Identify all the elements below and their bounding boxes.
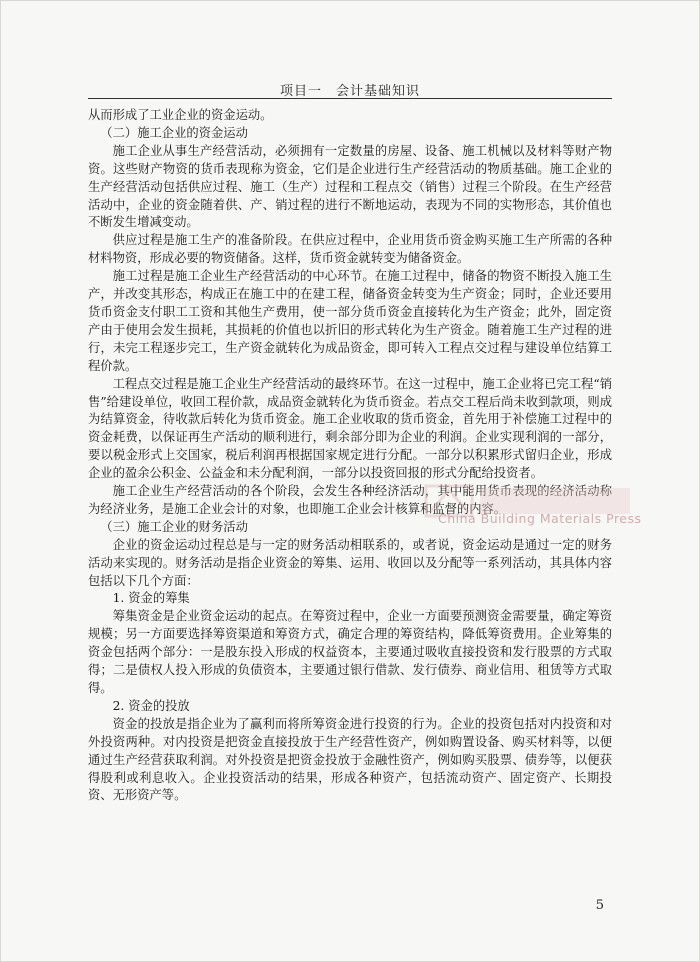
- section-heading: （三）施工企业的财务活动: [100, 519, 248, 534]
- subsection-heading: 2. 资金的投放: [112, 698, 190, 713]
- paragraph: 企业的资金运动过程总是与一定的财务活动相联系的，或者说，资金运动是通过一定的财务活动来实现的。财务活动是指企业资金的筹集、运用、收回以及分配等一系列活动，其具体内容包括以下几个方面：: [88, 537, 612, 588]
- body-text: [88, 107, 612, 805]
- header-rule: [88, 98, 612, 99]
- paragraph: 从而形成了工业企业的资金运动。: [88, 108, 273, 122]
- paragraph: 筹集资金是企业资金运动的起点。在筹资过程中，企业一方面要预测资金需要量，确定筹资规模；另一方面要选择筹资渠道和筹资方式，确定合理的筹资结构，降低筹资费用。企业筹集的资金包括两个部分：一是股东投入形成的权益资本，主要通过吸收直接投资和发行股票的方式取得；二是债权人投入形成的负债资本，主要通过银行借款、发行债券、商业信用、租赁等方式取得。: [88, 609, 612, 695]
- paragraph: 施工企业生产经营活动的各个阶段，会发生各种经济活动，其中能用货币表现的经济活动称为经济业务，是施工企业会计的对象，也即施工企业会计核算和监督的内容。: [88, 484, 612, 516]
- section-heading: （二）施工企业的资金运动: [100, 125, 248, 140]
- page-number: 5: [595, 898, 604, 913]
- subsection-heading: 1. 资金的筹集: [112, 591, 190, 606]
- paragraph: 施工过程是施工企业生产经营活动的中心环节。在施工过程中，储备的物资不断投入施工生产，并改变其形态，构成正在施工中的在建工程，储备资金转变为生产资金；同时，企业还要用货币资金支付职工工资和其他生产费用，使一部分货币资金直接转化为生产资金；此外，固定资产由于使用会发生损耗，其损耗的价值也以折旧的形式转化为生产资金。随着施工生产过程的进行，未完工程逐步完工，生产资金就转化为成品资金，即可转入工程点交过程与建设单位结算工程价款。: [88, 269, 612, 373]
- watermark-text: China Building Materials Press: [438, 511, 642, 526]
- paragraph: 资金的投放是指企业为了赢利而将所筹资金进行投资的行为。企业的投资包括对内投资和对外投资两种。对内投资是把资金直接投放于生产经营性资产，例如购置设备、购买材料等，以便通过生产经营获取利润。对外投资是把资金投放于金融性资产，例如购买股票、债券等，以便获得股利或利息收入。企业投资活动的结果，形成各种资产，包括流动资产、固定资产、长期投资、无形资产等。: [88, 716, 612, 803]
- paragraph: 供应过程是施工生产的准备阶段。在供应过程中，企业用货币资金购买施工生产所需的各种材料物资，形成必要的物资储备。这样，货币资金就转变为储备资金。: [88, 233, 612, 266]
- paragraph: 工程点交过程是施工企业生产经营活动的最终环节。在这一过程中，施工企业将已完工程“销售”给建设单位，收回工程价款，成品资金就转化为货币资金。若点交工程后尚未收到款项，则成为结算资金，待收款后转化为货币资金。施工企业收取的货币资金，首先用于补偿施工过程中的资金耗费，以保证再生产活动的顺利进行，剩余部分即为企业的利润。企业实现利润的一部分，要以税金形式上交国家，税后利润再根据国家规定进行分配。一部分以积累形式留归企业，形成企业的盈余公积金、公益金和未分配利润，一部分以投资回报的形式分配给投资者。: [88, 376, 612, 481]
- running-header: 项目一 会计基础知识: [279, 84, 420, 99]
- paragraph: 施工企业从事生产经营活动，必须拥有一定数量的房屋、设备、施工机械以及材料等财产物资。这些财产物资的货币表现称为资金，它们是企业进行生产经营活动的物质基础。施工企业的生产经营活动包括供应过程、施工（生产）过程和工程点交（销售）过程三个阶段。在生产经营活动中，企业的资金随着供、产、销过程的进行不断地运动，表现为不同的实物形态，其价值也不断发生增减变动。: [88, 143, 612, 230]
